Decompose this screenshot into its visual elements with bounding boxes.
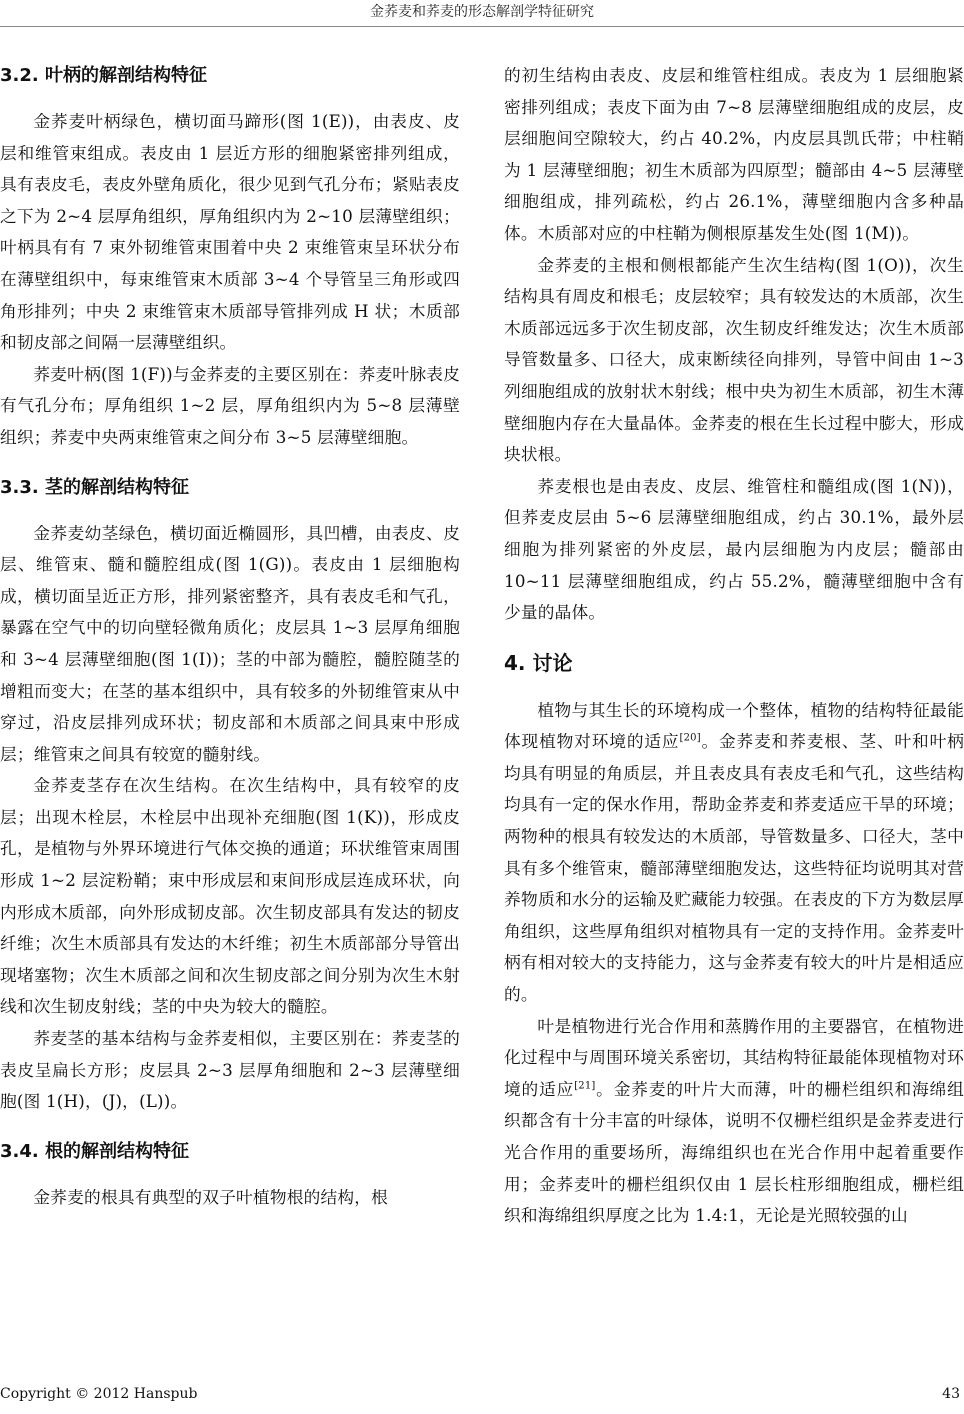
citation-20: [20] bbox=[679, 732, 701, 744]
discussion-p2-text-a: 叶是植物进行光合作用和蒸腾作用的主要器官，在植物进化过程中与周围环境关系密切，其结构特征最能体现植物对环境的适应 bbox=[504, 1015, 964, 1099]
right-column bbox=[504, 60, 964, 1232]
root-paragraph-continued: 的初生结构由表皮、皮层和维管柱组成。表皮为 1 层细胞紧密排列组成；表皮下面为由 7~8 层薄壁细胞组成的皮层，皮层细胞间空隙较大，约占 40.2%，内皮层具凯氏带；中柱鞘为 1 层薄壁细胞；初生木质部为四原型；髓部由 4~5 层薄壁细胞组成，排列疏松，约占 26.1%，薄壁细胞内含多种晶体。木质部对应的中柱鞘为侧根原基发生处(图 1(M))。 bbox=[504, 65, 964, 243]
running-title: 金荞麦和荞麦的形态解剖学特征研究 bbox=[370, 4, 594, 20]
root-paragraph-2: 金荞麦的主根和侧根都能产生次生结构(图 1(O))，次生结构具有周皮和根毛；皮层较窄；具有较发达的木质部，次生木质部远远多于次生韧皮部，次生韧皮纤维发达；次生木质部导管数量多、口径大，成束断续径向排列，导管中间由 1~3 列细胞组成的放射状木射线；根中央为初生木质部，初生木薄壁细胞内存在大量晶体。金荞麦的根在生长过程中膨大，形成块状根。 bbox=[504, 254, 964, 465]
section-3-4-heading: 3.4. 根的解剖结构特征 bbox=[0, 1140, 189, 1162]
section-3-2-heading: 3.2. 叶柄的解剖结构特征 bbox=[0, 65, 207, 86]
citation-21: [21] bbox=[574, 1080, 596, 1092]
section-4-heading: 4. 讨论 bbox=[504, 650, 573, 675]
section-3-4-paragraph-1: 金荞麦的根具有典型的双子叶植物根的结构，根 bbox=[33, 1186, 389, 1207]
section-3-2-paragraph-1: 金荞麦叶柄绿色，横切面马蹄形(图 1(E))，由表皮、皮层和维管束组成。表皮由 1 层近方形的细胞紧密排列组成，具有表皮毛，表皮外壁角质化，很少见到气孔分布；紧贴表皮之下为 2~4 层厚角组织，厚角组织内为 2~10 层薄壁组织；叶柄具有有 7 束外韧维管束围着中央 2 束维管束呈环状分布在薄壁组织中，每束维管束木质部 3~4 个导管呈三角形或四角形排列；中央 2 束维管束木质部导管排列成 H 状；木质部和韧皮部之间隔一层薄壁组织。 bbox=[0, 111, 460, 353]
page-number: 43 bbox=[942, 1386, 960, 1402]
header-rule bbox=[0, 26, 964, 27]
section-3-3-paragraph-2: 金荞麦茎存在次生结构。在次生结构中，具有较窄的皮层；出现木栓层，木栓层中出现补充细胞(图 1(K))，形成皮孔，是植物与外界环境进行气体交换的通道；环状维管束周围形成 1~2 层淀粉鞘；束中形成层和束间形成层连成环状，向内形成木质部，向外形成韧皮部。次生韧皮部具有发达的韧皮纤维；次生木质部具有发达的木纤维；初生木质部部分导管出现堵塞物；次生木质部之间和次生韧皮部之间分别为次生木射线和次生韧皮射线；茎的中央为较大的髓腔。 bbox=[0, 775, 460, 1017]
discussion-p1-text-a: 植物与其生长的环境构成一个整体，植物的结构特征最能体现植物对环境的适应 bbox=[504, 699, 964, 752]
section-3-3-paragraph-1: 金荞麦幼茎绿色，横切面近椭圆形，具凹槽，由表皮、皮层、维管束、髓和髓腔组成(图 1(G))。表皮由 1 层细胞构成，横切面呈近正方形，排列紧密整齐，具有表皮毛和气孔，暴露在空气中的切向壁轻微角质化；皮层具 1~3 层厚角细胞和 3~4 层薄壁细胞(图 1(I))；茎的中部为髓腔，髓腔随茎的增粗而变大；在茎的基本组织中，具有较多的外韧维管束从中穿过，沿皮层排列成环状；韧皮部和木质部之间具束中形成层；维管束之间具有较宽的髓射线。 bbox=[0, 522, 460, 764]
discussion-p2-text-b: 。金荞麦的叶片大而薄，叶的栅栏组织和海绵组织都含有十分丰富的叶绿体，说明不仅栅栏组织是金荞麦进行光合作用的重要场所，海绵组织也在光合作用中起着重要作用；金荞麦叶的栅栏组织仅由 1 层长柱形细胞组成，栅栏组织和海绵组织厚度之比为 1.4:1，无论是光照较强的山 bbox=[504, 1078, 964, 1226]
discussion-paragraph-1 bbox=[504, 695, 964, 1011]
copyright-notice: Copyright © 2012 Hanspub bbox=[0, 1386, 198, 1402]
discussion-paragraph-2 bbox=[504, 1011, 964, 1232]
section-3-3-heading: 3.3. 茎的解剖结构特征 bbox=[0, 476, 189, 498]
root-paragraph-3: 荞麦根也是由表皮、皮层、维管柱和髓组成(图 1(N))，但荞麦皮层由 5~6 层薄壁细胞组成，约占 30.1%，最外层细胞为排列紧密的外皮层，最内层细胞为内皮层；髓部由 10~11 层薄壁细胞组成，约占 55.2%，髓薄壁细胞中含有少量的晶体。 bbox=[504, 475, 964, 623]
left-column bbox=[0, 60, 460, 1213]
discussion-p1-text-b: 。金荞麦和荞麦根、茎、叶和叶柄均具有明显的角质层，并且表皮具有表皮毛和气孔，这些结构均具有一定的保水作用，帮助金荞麦和荞麦适应干旱的环境；两物种的根具有较发达的木质部，导管数量多、口径大，茎中具有多个维管束，髓部薄壁细胞发达，这些特征均说明其对营养物质和水分的运输及贮藏能力较强。在表皮的下方为数层厚角组织，这些厚角组织对植物具有一定的支持作用。金荞麦叶柄有相对较大的支持能力，这与金荞麦有较大的叶片是相适应的。 bbox=[504, 731, 964, 1005]
section-3-2-paragraph-2: 荞麦叶柄(图 1(F))与金荞麦的主要区别在：荞麦叶脉表皮有气孔分布；厚角组织 1~2 层，厚角组织内为 5~8 层薄壁组织；荞麦中央两束维管束之间分布 3~5 层薄壁细胞。 bbox=[0, 363, 460, 447]
section-3-3-paragraph-3: 荞麦茎的基本结构与金荞麦相似，主要区别在：荞麦茎的表皮呈扁长方形；皮层具 2~3 层厚角细胞和 2~3 层薄壁细胞(图 1(H)，(J)，(L))。 bbox=[0, 1028, 460, 1112]
